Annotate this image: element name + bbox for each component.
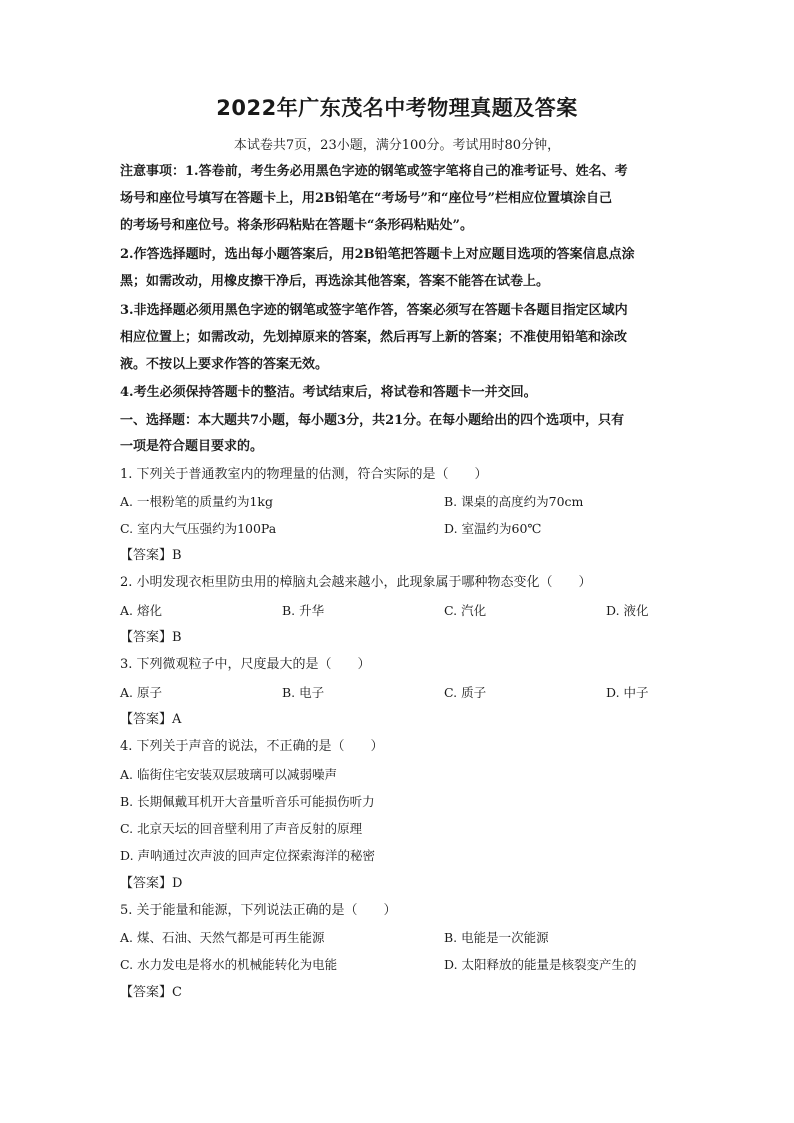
question-3-answer: 【答案】A: [120, 712, 182, 727]
notes-line-8: 液。不按以上要求作答的答案无效。: [120, 357, 329, 372]
question-2-option-d: D. 液化: [606, 603, 649, 618]
question-1-answer: 【答案】B: [120, 548, 182, 563]
page-title: 2022年广东茂名中考物理真题及答案: [216, 96, 578, 120]
question-3-stem: 3. 下列微观粒子中，尺度最大的是（ ）: [120, 657, 371, 672]
section-heading-line-2: 一项是符合题目要求的。: [120, 439, 264, 454]
question-2-option-a: A. 熔化: [120, 603, 162, 618]
question-2-option-b: B. 升华: [282, 603, 325, 618]
question-5-option-c: C. 水力发电是将水的机械能转化为电能: [120, 957, 338, 972]
question-5-option-b: B. 电能是一次能源: [444, 930, 549, 945]
question-5-option-d: D. 太阳释放的能量是核裂变产生的: [444, 957, 637, 972]
question-5-stem: 5. 关于能量和能源，下列说法正确的是（ ）: [120, 903, 397, 918]
question-1-option-a: A. 一根粉笔的质量约为1kg: [120, 494, 274, 509]
question-3-option-d: D. 中子: [606, 685, 649, 700]
notes-line-7: 相应位置上；如需改动，先划掉原来的答案，然后再写上新的答案；不准使用铅笔和涂改: [120, 330, 628, 345]
exam-intro: 本试卷共7页，23小题，满分100分。考试用时80分钟，: [233, 138, 561, 153]
notes-line-6: 3.非选择题必须用黑色字迹的钢笔或签字笔作答，答案必须写在答题卡各题目指定区域内: [120, 303, 628, 318]
question-1-option-b: B. 课桌的高度约为70cm: [444, 494, 584, 509]
notes-line-9: 4.考生必须保持答题卡的整洁。考试结束后，将试卷和答题卡一并交回。: [120, 385, 537, 400]
question-4-answer: 【答案】D: [120, 876, 183, 891]
question-3-option-a: A. 原子: [120, 685, 162, 700]
question-1-option-c: C. 室内大气压强约为100Pa: [120, 521, 277, 536]
question-5-option-a: A. 煤、石油、天然气都是可再生能源: [120, 930, 325, 945]
notes-line-4: 2.作答选择题时，选出每小题答案后，用2B铅笔把答题卡上对应题目选项的答案信息点涂: [120, 247, 635, 262]
question-3-option-b: B. 电子: [282, 685, 325, 700]
question-2-stem: 2. 小明发现衣柜里防虫用的樟脑丸会越来越小，此现象属于哪种物态变化（ ）: [120, 575, 592, 590]
question-4-option-d: D. 声呐通过次声波的回声定位探索海洋的秘密: [120, 848, 376, 863]
notes-line-2: 场号和座位号填写在答题卡上，用2B铅笔在“考场号”和“座位号”栏相应位置填涂自己: [120, 191, 612, 206]
question-1-option-d: D. 室温约为60℃: [444, 521, 542, 536]
notes-line-1: 注意事项：1.答卷前，考生务必用黑色字迹的钢笔或签字笔将自己的准考证号、姓名、考: [120, 164, 628, 179]
notes-line-3: 的考场号和座位号。将条形码粘贴在答题卡“条形码粘贴处”。: [120, 218, 473, 233]
notes-line-5: 黑；如需改动，用橡皮擦干净后，再选涂其他答案，答案不能答在试卷上。: [120, 274, 550, 289]
question-1-stem: 1. 下列关于普通教室内的物理量的估测，符合实际的是（ ）: [120, 467, 488, 482]
question-4-option-a: A. 临街住宅安装双层玻璃可以减弱噪声: [120, 767, 337, 782]
question-4-option-c: C. 北京天坛的回音壁利用了声音反射的原理: [120, 821, 363, 836]
section-heading-line-1: 一、选择题：本大题共7小题，每小题3分，共21分。在每小题给出的四个选项中，只有: [120, 413, 625, 428]
question-3-option-c: C. 质子: [444, 685, 487, 700]
question-4-option-b: B. 长期佩戴耳机开大音量听音乐可能损伤听力: [120, 794, 375, 809]
question-2-answer: 【答案】B: [120, 630, 182, 645]
question-4-stem: 4. 下列关于声音的说法，不正确的是（ ）: [120, 739, 384, 754]
question-5-answer: 【答案】C: [120, 985, 182, 1000]
question-2-option-c: C. 汽化: [444, 603, 487, 618]
